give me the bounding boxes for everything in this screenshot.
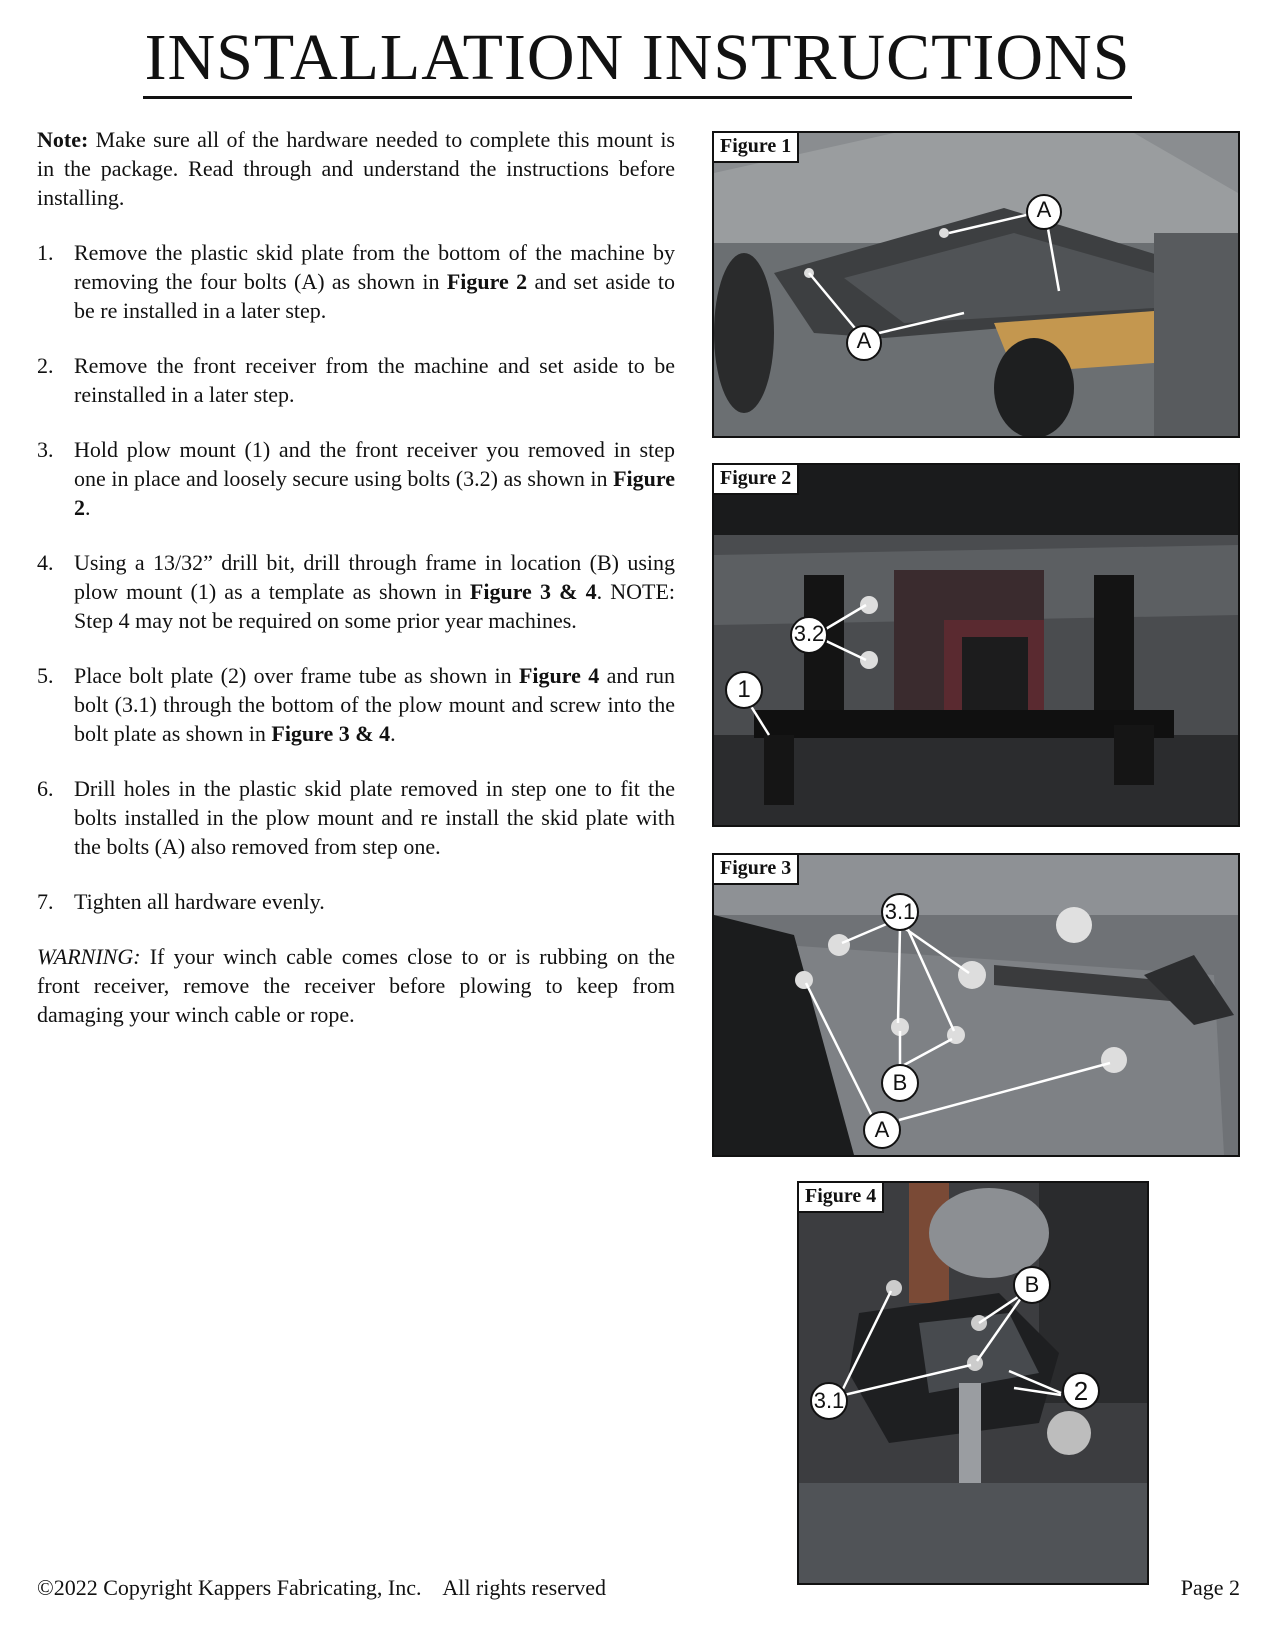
step-item [37, 548, 675, 635]
figure-reference: Figure 3 & 4 [271, 721, 391, 746]
callout-a: A [874, 1117, 890, 1142]
step-text [74, 238, 675, 325]
step-text [74, 548, 675, 635]
step-text-fragment: Place bolt plate (2) over frame tube as shown in [74, 663, 519, 688]
step-item [37, 238, 675, 325]
note-text: Make sure all of the hardware needed to complete this mount is in the package. Read through and understand the instructions before installing. [37, 127, 675, 210]
step-text-fragment: . [85, 495, 91, 520]
callout-3-1: 3.1 [884, 899, 916, 924]
callout-a-top: A [1036, 197, 1052, 222]
step-text-fragment: Remove the plastic skid plate from the bottom of the machine by removing the four bolts (A) as shown in [74, 240, 675, 294]
warning-paragraph [37, 942, 675, 1029]
instructions-text [37, 125, 675, 1051]
callout-1: 1 [737, 676, 751, 703]
step-text-fragment: Hold plow mount (1) and the front receiver you removed in step one in place and loosely secure using bolts (3.2) as shown in [74, 437, 675, 491]
step-item [37, 351, 675, 409]
callout-b: B [1024, 1272, 1040, 1297]
callout-b: B [892, 1070, 908, 1095]
steps-list [37, 238, 675, 916]
step-text [74, 774, 675, 861]
step-number: 5. [37, 663, 54, 688]
note-paragraph [37, 125, 675, 212]
step-number: 6. [37, 776, 54, 801]
step-text-fragment: and run bolt (3.1) through the bottom of the plow mount and screw into the bolt plate as shown in [74, 663, 676, 746]
step-text-fragment: Using a 13/32” drill bit, drill through frame in location (B) using plow mount (1) as a template as shown in [74, 550, 675, 604]
figure-3-photo [714, 855, 1238, 1155]
step-text-fragment: Drill holes in the plastic skid plate removed in step one to fit the bolts installed in the plow mount and re install the skid plate with the bolts (A) also removed from step one. [74, 776, 675, 859]
step-text [74, 661, 675, 748]
step-text-fragment: Tighten all hardware evenly. [74, 889, 325, 914]
warning-label: WARNING: [37, 944, 141, 969]
step-number: 4. [37, 550, 54, 575]
figure-3-label: Figure 3 [714, 855, 799, 885]
callout-3-2: 3.2 [793, 621, 825, 646]
copyright-footer: ©2022 Copyright Kappers Fabricating, Inc. All rights reserved [37, 1575, 607, 1600]
step-text-fragment: and set aside to be re installed in a later step. [74, 269, 675, 323]
figure-2-label: Figure 2 [714, 465, 799, 495]
page-number: Page 2 [1180, 1575, 1240, 1600]
step-item [37, 661, 675, 748]
callout-3-1: 3.1 [813, 1388, 845, 1413]
callout-a-bottom: A [856, 328, 872, 353]
step-item [37, 774, 675, 861]
note-label: Note: [37, 127, 89, 152]
step-number: 3. [37, 437, 54, 462]
figure-reference: Figure 3 & 4 [469, 579, 597, 604]
figure-4 [797, 1181, 1149, 1585]
step-item [37, 435, 675, 522]
step-text [74, 887, 675, 916]
figure-4-label: Figure 4 [799, 1183, 884, 1213]
step-text [74, 351, 675, 409]
figure-reference: Figure 2 [74, 466, 675, 520]
step-number: 2. [37, 353, 54, 378]
step-text-fragment: . [390, 721, 396, 746]
callout-2: 2 [1073, 1376, 1089, 1406]
figure-reference: Figure 2 [446, 269, 528, 294]
figure-1-label: Figure 1 [714, 133, 799, 163]
step-text-fragment: Remove the front receiver from the machine and set aside to be reinstalled in a later step. [74, 353, 675, 407]
step-text [74, 435, 675, 522]
step-item [37, 887, 675, 916]
figure-3 [712, 853, 1240, 1157]
step-number: 7. [37, 889, 54, 914]
step-number: 1. [37, 240, 54, 265]
figure-1 [712, 131, 1240, 438]
page-title: INSTALLATION INSTRUCTIONS [0, 22, 1275, 95]
step-text-fragment: . NOTE: Step 4 may not be required on some prior year machines. [74, 579, 676, 633]
figure-2 [712, 463, 1240, 827]
figure-reference: Figure 4 [518, 663, 600, 688]
warning-text: If your winch cable comes close to or is rubbing on the front receiver, remove the receiver before plowing to keep from damaging your winch cable or rope. [37, 944, 675, 1027]
figure-1-photo [714, 133, 1238, 436]
